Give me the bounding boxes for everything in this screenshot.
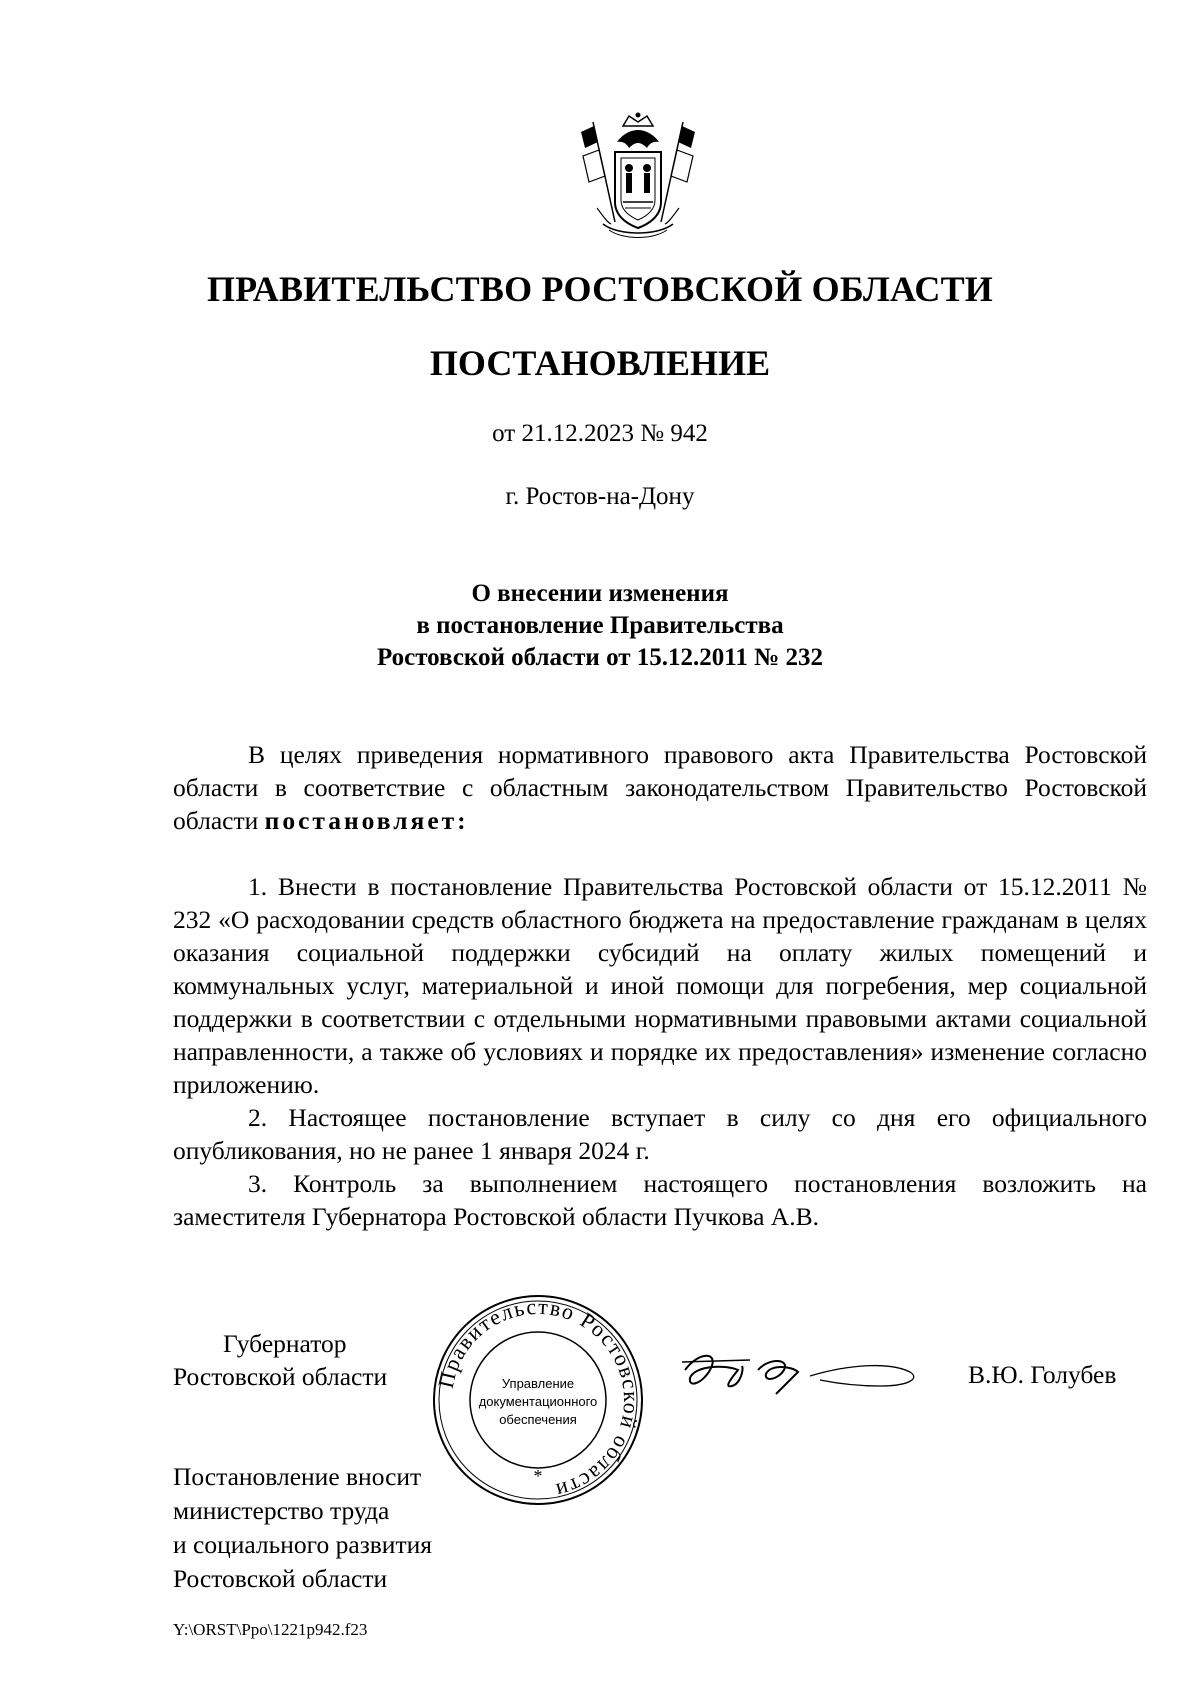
date-number-line: от 21.12.2023 № 942 [492,420,708,447]
item-paragraph: 1. Внести в постановление Правительства Ростовской области от 15.12.2011 № 232 «О расходовании средств областного бюджета на предоставление гражданам в целях оказания социальной поддержки субсидий на оплату жилых помещений и коммунальных услуг, материальной и иной помощи для погребения, мер социальной поддержки в соответствии с отдельными нормативными правовыми актами социальной направленности, а также об условиях и порядке их предоставления» изменение согласно приложению. [173,872,1147,1099]
preamble-text: В целях приведения нормативного правового акта Правительства Ростовской области в соответствие с областным законодательством Правительство Ростовской области [173,740,1147,835]
submitted-by-line: Ростовской области [173,1564,388,1593]
submitted-by-line: и социального развития [173,1530,432,1559]
submitted-by [173,1460,432,1596]
government-title: ПРАВИТЕЛЬСТВО РОСТОВСКОЙ ОБЛАСТИ [206,269,994,309]
signer-position-line: Ростовской области [173,1362,388,1391]
preamble-verb: постановляет: [264,806,469,835]
submitted-by-line: министерство труда [173,1496,390,1525]
subject-line: в постановление Правительства [416,612,784,639]
seal-inner-line: обеспечения [499,1412,577,1427]
seal-inner-line: документационного [478,1394,598,1409]
signer-name: В.Ю. Голубев [968,1360,1117,1389]
document-type: ПОСТАНОВЛЕНИЕ [429,343,771,383]
subject-line: Ростовской области от 15.12.2011 № 232 [376,644,824,671]
seal-outer-text-path: Правительство Ростовской области [432,1293,645,1505]
document-body [173,738,1147,1233]
subject-line: О внесении изменения [471,580,729,607]
seal-star: * [533,1466,543,1486]
handwritten-signature [680,1340,920,1410]
item-paragraph: 3. Контроль за выполнением настоящего постановления возложить на заместителя Губернатора Ростовской области Пучкова А.В. [173,1169,1147,1231]
submitted-by-line: Постановление вносит [173,1462,422,1491]
item-paragraph: 2. Настоящее постановление вступает в силу со дня его официального опубликования, но не ранее 1 января 2024 г. [173,1103,1147,1165]
official-seal [428,1290,648,1510]
file-path: Y:\ORST\Ppo\1221p942.f23 [173,1620,368,1639]
city-line: г. Ростов-на-Дону [505,483,695,510]
signer-position-line: Губернатор [223,1329,347,1358]
preamble-paragraph [173,738,1147,837]
signer-position [173,1327,387,1393]
document-subject [0,578,1200,674]
coat-of-arms-icon [563,112,713,242]
seal-inner-line: Управление [501,1376,575,1391]
